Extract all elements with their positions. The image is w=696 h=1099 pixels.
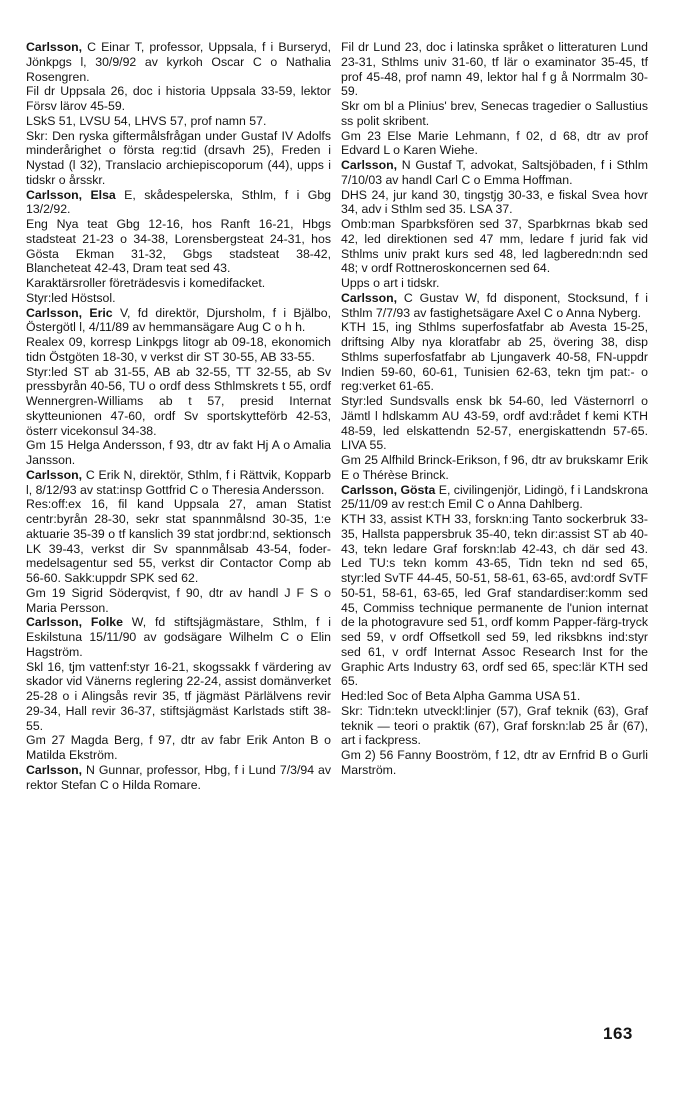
left-column [26, 40, 331, 792]
entry-heading [341, 483, 648, 513]
entry-heading [341, 40, 648, 99]
entry-paragraph: Realex 09, korresp Linkpgs litogr ab 09-18, ekonomich tidn Östgöten 18-30, v verkst dir ST 30-55, AB 33-55. [26, 335, 331, 364]
biography-entry [26, 468, 331, 616]
entry-paragraph: Res:off:ex 16, fil kand Uppsala 27, aman Statist centr:byrån 28-30, sekr stat spannmålsnd 30-35, 1:e aktuarie 35-39 o tf kanslich 39 stat jordbr:nd, sektionsch LK 39-43, verkst dir Sv spannmålsab 43-54, foder-medelsagentur sed 55, verkst dir Contactor Comp ab 56-60. Sakk:uppdr SPK sed 62. [26, 497, 331, 585]
entry-intro: E, civilingenjör, Lidingö, f i Landskrona 25/11/09 av rest:ch Emil C o Anna Dahlberg. [341, 482, 648, 512]
entry-paragraph: Fil dr Uppsala 26, doc i historia Uppsala 33-59, lektor Försv lärov 45-59. [26, 84, 331, 113]
entry-name: Carlsson, Elsa [26, 187, 116, 202]
entry-heading [26, 615, 331, 659]
entry-intro: C Gustav W, fd disponent, Stocksund, f i Sthlm 7/7/93 av fastighetsägare Axel C o Anna Nyberg. [341, 290, 648, 320]
entry-paragraph: Styr:led Sundsvalls ensk bk 54-60, led Västernorrl o Jämtl l hdlskamm AU 43-59, ordf avd:rådet f kemi KTH 48-59, led elskattendn 52-57, energiskattendn 57-65. LIVA 55. [341, 394, 648, 453]
entry-paragraph: KTH 15, ing Sthlms superfosfatfabr ab Avesta 15-25, driftsing Alby nya kloratfabr ab 25, övering 38, disp Sthlms superfosfatfabr ab Ljungaverk 40-58, FN-uppdr Indien 59-60, 60-61, Tunisien 62-63, tekn tjm pat:- o reg:verket 61-65. [341, 320, 648, 394]
biography-entry [26, 40, 331, 188]
entry-paragraph: Hed:led Soc of Beta Alpha Gamma USA 51. [341, 689, 581, 703]
entry-intro: Fil dr Lund 23, doc i latinska språket o litteraturen Lund 23-31, Sthlms univ 31-60, tf lär o examinator 35-45, tf prof 45-48, prof namn 49, lektor hal f g å Norrmalm 30-59. [341, 40, 648, 99]
entry-paragraph: Gm 25 Alfhild Brinck-Erikson, f 96, dtr av brukskamr Erik E o Thérèse Brinck. [341, 453, 648, 482]
entry-paragraph: Skr: Den ryska giftermålsfrågan under Gustaf IV Adolfs minderårighet o första reg:tid (drsavh 25), Freden i Nystad (l 32), Translacio archiepiscoporum (44), upps i tidskr o årsskr. [26, 128, 331, 187]
entry-intro: C Einar T, professor, Uppsala, f i Burseryd, Jönkpgs l, 30/9/92 av kyrkoh Oscar C o Nathalia Rosengren. [26, 40, 331, 84]
entry-paragraph: Gm 23 Else Marie Lehmann, f 02, d 68, dtr av prof Edvard L o Karen Wiehe. [341, 128, 648, 158]
entry-name: Carlsson, [26, 467, 83, 482]
entry-paragraph: Skr: Tidn:tekn utveckl:linjer (57), Graf teknik (63), Graf teknik — teori o praktik (67), Graf forskn:lab 25 år (67), art i fackpress. [341, 703, 648, 748]
entry-heading [26, 40, 331, 84]
entry-paragraph: Skl 16, tjm vattenf:styr 16-21, skogssakk f värdering av skador vid Vänerns reglering 22-24, assist domänverket 25-28 o i Alingsås revir 35, tf jägmäst Pärlälvens revir 29-34, Hall revir 36-37, stiftsjägmäst Karlstads stift 38-55. [26, 659, 331, 733]
entry-name: Carlsson, Folke [26, 615, 123, 630]
entry-intro: C Erik N, direktör, Sthlm, f i Rättvik, Kopparb l, 8/12/93 av stat:insp Gottfrid C o Theresia Andersson. [26, 467, 331, 497]
entry-name: Carlsson, [26, 40, 83, 54]
entry-name: Carlsson, [341, 158, 398, 172]
entry-heading [341, 158, 648, 188]
entry-paragraph: LSkS 51, LVSU 54, LHVS 57, prof namn 57. [26, 113, 267, 128]
entry-name: Carlsson, Gösta [341, 482, 436, 497]
entry-paragraph: Gm 2) 56 Fanny Booström, f 12, dtr av Ernfrid B o Gurli Marström. [341, 748, 648, 777]
biography-entry [26, 763, 331, 793]
biography-entry [26, 615, 331, 763]
entry-paragraph: KTH 33, assist KTH 33, forskn:ing Tanto sockerbruk 33-35, Hallsta pappersbruk 35-40, tekn dir:assist ST ab 40-43, tekn ledare Graf forskn:lab 42-43, ch där sed 43. Led TU:s tekn komm 43-65, Tidn tekn nd sed 65, styr:led SvTF 44-45, 50-51, 58-61, 63-65, avd:ordf SvTF 50-51, 58-61, 63-65, led Graf standardiser:komm sed 45, Commiss technique permanente de l'union internat de la photogravure sed 51, ordf komm Papper-färg-tryck sed 59, v ordf Offsetkoll sed 59, led riksbkns ind:styr sed 61, v ordf Internat Assoc Research Inst for the Graphic Arts Industry 63, ordf sed 65, spec:lär KTH sed 65. [341, 512, 648, 689]
entry-name: Carlsson, Eric [26, 305, 113, 320]
entry-heading [26, 763, 331, 793]
entry-intro: N Gunnar, professor, Hbg, f i Lund 7/3/94 av rektor Stefan C o Hilda Romare. [26, 762, 331, 792]
biography-entry [341, 158, 648, 291]
entry-intro: W, fd stiftsjägmästare, Sthlm, f i Eskilstuna 15/11/90 av godsägare Wilhelm C o Elin Hagström. [26, 615, 332, 659]
entry-intro: E, skådespelerska, Sthlm, f i Gbg 13/2/92. [26, 187, 331, 217]
biography-entry [341, 40, 648, 158]
entry-heading [341, 291, 648, 321]
entry-intro: N Gustaf T, advokat, Saltsjöbaden, f i Sthlm 7/10/03 av handl Carl C o Emma Hoffman. [341, 158, 648, 187]
entry-heading [26, 468, 331, 498]
biography-entry [341, 291, 648, 483]
entry-paragraph: Omb:man Sparbksfören sed 37, Sparbkrnas bkab sed 42, led direktionen sed 47 mm, ledare f jurid fak vid Sthlms univ prakt kurs sed 48, led lagberedn:ndn sed 48; v ordf Rottneroskoncernen sed 64. [341, 217, 648, 276]
entry-heading [26, 306, 331, 336]
page-number: 163 [603, 1024, 633, 1043]
entry-paragraph: Upps o art i tidskr. [341, 276, 440, 290]
biography-entry [26, 188, 331, 306]
entry-name: Carlsson, [341, 290, 398, 305]
entry-paragraph: Styr:led Höstsol. [26, 290, 116, 305]
right-column [341, 40, 648, 778]
entry-paragraph: Styr:led ST ab 31-55, AB ab 32-55, TT 32-55, ab Sv pressbyrån 40-56, TU o ordf dess Sthlmskrets t 55, ordf Wennergren-Williams ab t 57, presid Internat skytteunionen 47-60, ordf Sv sportskytteförb 42-53, österr vicekonsul 34-38. [26, 364, 331, 438]
entry-intro: V, fd direktör, Djursholm, f i Bjälbo, Östergötl l, 4/11/89 av hemmansägare Aug C o h h. [26, 305, 331, 335]
entry-paragraph: Eng Nya teat Gbg 12-16, hos Ranft 16-21, Hbgs stadsteat 21-23 o 34-38, Lorensbergsteat 24-31, hos Gösta Ekman 31-32, Gbgs stadsteat 38-42, Blancheteat 42-43, Dram teat sed 43. [26, 217, 331, 276]
biography-entry [26, 306, 331, 468]
entry-heading [26, 188, 331, 218]
biography-entry [341, 483, 648, 778]
entry-paragraph: Gm 27 Magda Berg, f 97, dtr av fabr Erik Anton B o Matilda Ekström. [26, 733, 331, 762]
entry-paragraph: Gm 19 Sigrid Söderqvist, f 90, dtr av handl J F S o Maria Persson. [26, 585, 331, 615]
entry-paragraph: Karaktärsroller företrädesvis i komedifacket. [26, 276, 266, 290]
entry-paragraph: Gm 15 Helga Andersson, f 93, dtr av fakt Hj A o Amalia Jansson. [26, 438, 331, 467]
entry-name: Carlsson, [26, 762, 83, 777]
entry-paragraph: Skr om bl a Plinius' brev, Senecas tragedier o Sallustius ss polit skribent. [341, 99, 648, 128]
entry-paragraph: DHS 24, jur kand 30, tingstjg 30-33, e fiskal Svea hovr 34, adv i Sthlm sed 35. LSA 37. [341, 187, 648, 217]
